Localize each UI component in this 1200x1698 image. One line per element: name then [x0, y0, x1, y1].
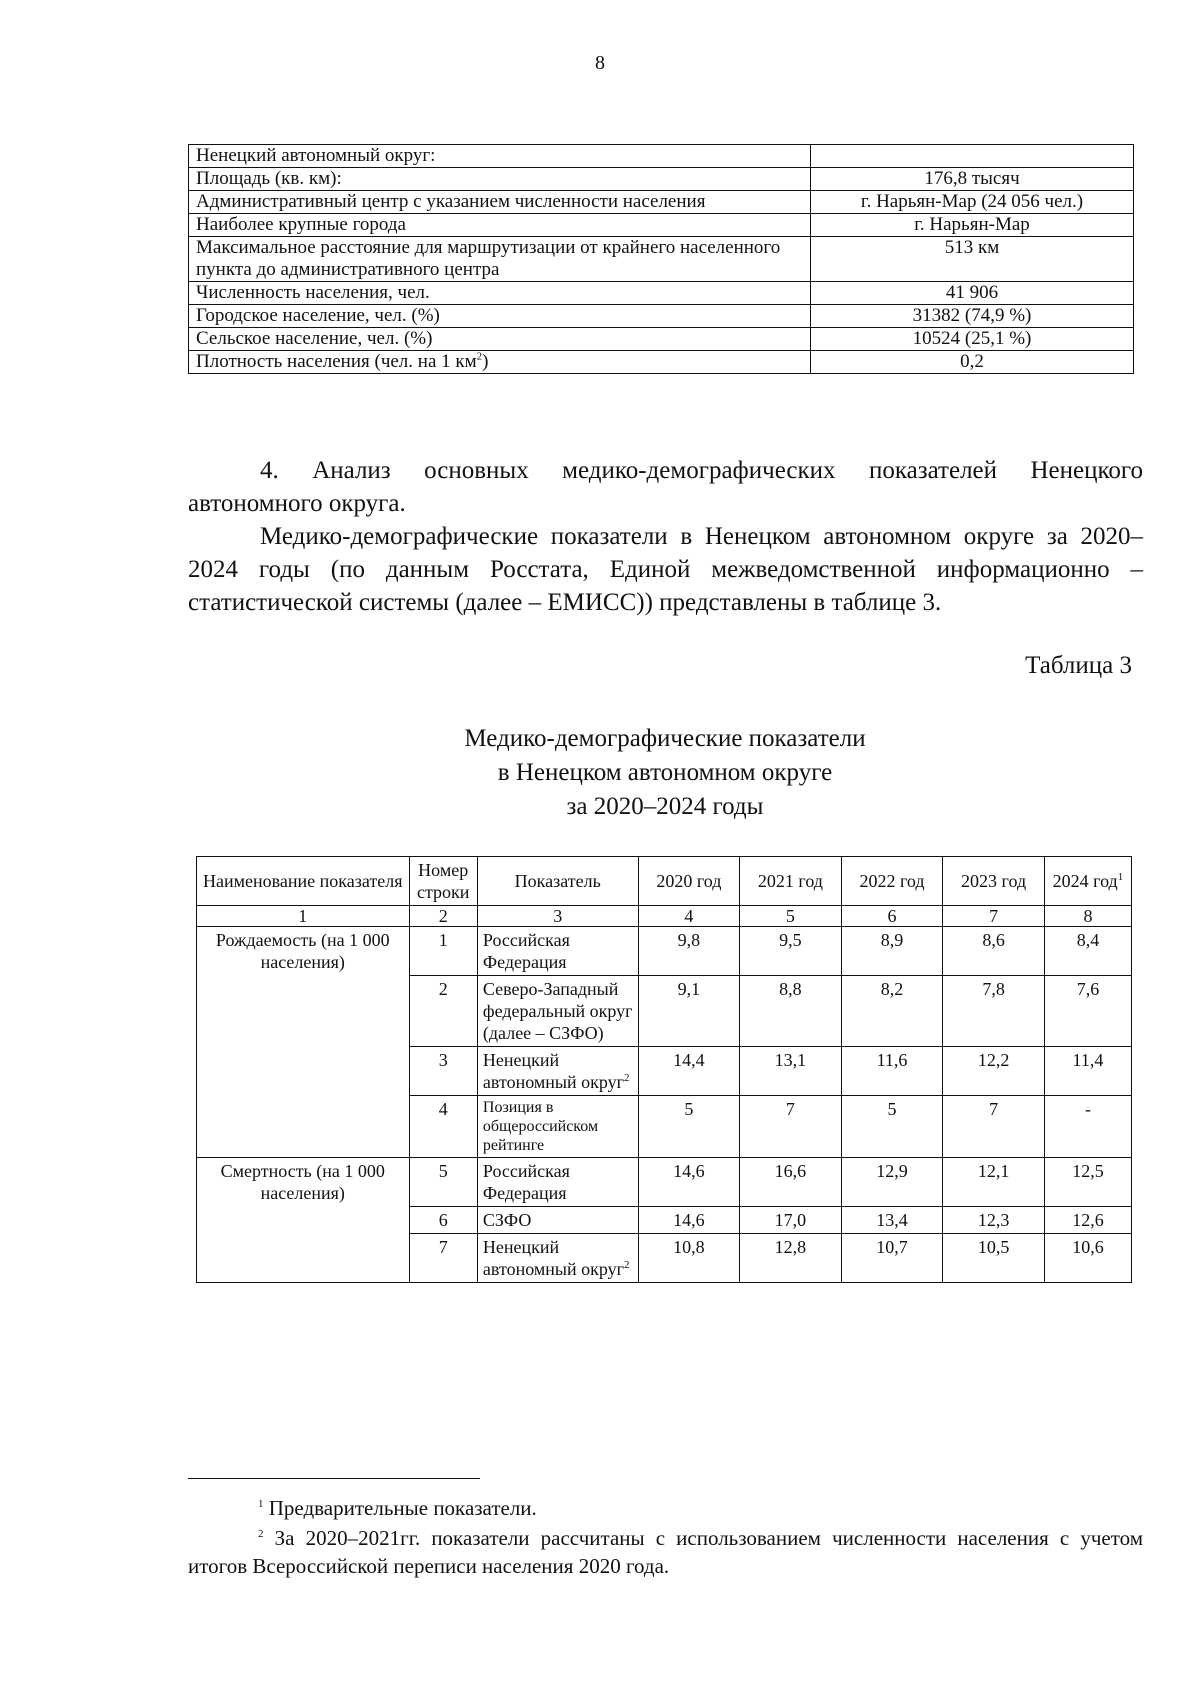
row-number: 4: [409, 1096, 477, 1158]
page-number: 8: [595, 52, 605, 74]
table-row: [189, 282, 1134, 305]
footnote-1: [188, 1494, 1143, 1522]
value-cell: 5: [841, 1096, 943, 1158]
indicator-cell: [477, 1047, 638, 1096]
row-number: 7: [409, 1234, 477, 1283]
table-title-line: Медико-демографические показатели: [464, 725, 866, 752]
info-label-text: Плотность населения (чел. на 1 км: [196, 351, 477, 372]
info-value: г. Нарьян-Мар (24 056 чел.): [811, 191, 1134, 214]
column-number: 2: [409, 906, 477, 927]
category-mortality-rate: Смертность (на 1 000 населения): [197, 1158, 410, 1283]
info-value: 10524 (25,1 %): [811, 328, 1134, 351]
indicator-cell: Северо-Западный федеральный округ (далее – СЗФО): [477, 976, 638, 1047]
value-cell: 11,6: [841, 1047, 943, 1096]
info-value: 176,8 тысяч: [811, 168, 1134, 191]
value-cell: 10,7: [841, 1234, 943, 1283]
superscript: 2: [624, 1259, 630, 1271]
info-label: Городское население, чел. (%): [189, 305, 811, 328]
table-row: [189, 305, 1134, 328]
value-cell: 7,8: [943, 976, 1045, 1047]
column-number: 5: [740, 906, 842, 927]
value-cell: 8,2: [841, 976, 943, 1047]
info-label: Административный центр с указанием численности населения: [189, 191, 811, 214]
column-number: 6: [841, 906, 943, 927]
value-cell: 8,6: [943, 927, 1045, 976]
column-number: 7: [943, 906, 1045, 927]
table-row: [189, 168, 1134, 191]
info-label-end: ): [482, 351, 489, 372]
value-cell: -: [1044, 1096, 1131, 1158]
value-cell: 16,6: [740, 1158, 842, 1207]
row-number: 5: [409, 1158, 477, 1207]
info-label: Ненецкий автономный округ:: [189, 145, 811, 168]
header-2020: 2020 год: [638, 857, 740, 906]
value-cell: 9,8: [638, 927, 740, 976]
info-value: [811, 145, 1134, 168]
value-cell: 13,4: [841, 1207, 943, 1234]
indicator-cell: Позиция в общероссийском рейтинге: [477, 1096, 638, 1158]
indicator-cell: СЗФО: [477, 1207, 638, 1234]
value-cell: 17,0: [740, 1207, 842, 1234]
category-birth-rate: Рождаемость (на 1 000 населения): [197, 927, 410, 1158]
table-title-line: за 2020–2024 годы: [566, 793, 764, 820]
value-cell: 12,1: [943, 1158, 1045, 1207]
value-cell: 8,8: [740, 976, 842, 1047]
value-cell: 10,8: [638, 1234, 740, 1283]
table-row: [189, 145, 1134, 168]
header-name: Наименование показателя: [197, 857, 410, 906]
value-cell: 10,5: [943, 1234, 1045, 1283]
value-cell: 9,5: [740, 927, 842, 976]
info-value: 0,2: [811, 351, 1134, 374]
header-2022: 2022 год: [841, 857, 943, 906]
value-cell: 7: [943, 1096, 1045, 1158]
value-cell: 12,5: [1044, 1158, 1131, 1207]
info-label: Максимальное расстояние для маршрутизации от крайнего населенного пункта до административного центра: [189, 237, 811, 282]
info-label: Сельское население, чел. (%): [189, 328, 811, 351]
section-heading: 4. Анализ основных медико-демографических показателей Ненецкого автономного округа.: [188, 457, 1143, 517]
row-number: 1: [409, 927, 477, 976]
row-number: 3: [409, 1047, 477, 1096]
value-cell: 7: [740, 1096, 842, 1158]
table-row: [189, 214, 1134, 237]
column-number: 4: [638, 906, 740, 927]
value-cell: 12,6: [1044, 1207, 1131, 1234]
header-row-num: Номер строки: [409, 857, 477, 906]
info-value: 41 906: [811, 282, 1134, 305]
value-cell: 12,2: [943, 1047, 1045, 1096]
column-number-row: [197, 906, 1132, 927]
info-value: г. Нарьян-Мар: [811, 214, 1134, 237]
section-paragraph: Медико-демографические показатели в Ненецком автономном округе за 2020–2024 годы (по данным Росстата, Единой межведомственной информационно – статистической системы (далее – ЕМИСС)) представлены в таблице 3.: [188, 523, 1143, 616]
info-label: Наиболее крупные города: [189, 214, 811, 237]
indicator-cell: [477, 1234, 638, 1283]
value-cell: 12,9: [841, 1158, 943, 1207]
indicator-cell: Российская Федерация: [477, 1158, 638, 1207]
superscript: 2: [624, 1072, 630, 1084]
header-indicator: Показатель: [477, 857, 638, 906]
header-2024: [1044, 857, 1131, 906]
footnote-text: Предварительные показатели.: [268, 1496, 537, 1520]
value-cell: 9,1: [638, 976, 740, 1047]
row-number: 6: [409, 1207, 477, 1234]
footnote-mark: 1: [258, 1498, 264, 1510]
table-row: [189, 328, 1134, 351]
info-label: Численность населения, чел.: [189, 282, 811, 305]
value-cell: 5: [638, 1096, 740, 1158]
header-row: [197, 857, 1132, 906]
value-cell: 12,3: [943, 1207, 1045, 1234]
column-number: 8: [1044, 906, 1131, 927]
footnote-mark: 2: [258, 1528, 264, 1540]
value-cell: 10,6: [1044, 1234, 1131, 1283]
row-number: 2: [409, 976, 477, 1047]
table-label: Таблица 3: [1025, 652, 1132, 679]
table-row: [189, 191, 1134, 214]
table-row: [197, 1158, 1132, 1207]
demographics-table: [196, 856, 1132, 1283]
value-cell: 14,6: [638, 1207, 740, 1234]
value-cell: 8,4: [1044, 927, 1131, 976]
table-title-line: в Ненецком автономном округе: [497, 759, 833, 786]
info-label: [189, 351, 811, 374]
table-row: [189, 351, 1134, 374]
footnote-text: За 2020–2021гг. показатели рассчитаны с использованием численности населения с учетом итогов Всероссийской переписи населения 2020 года.: [188, 1526, 1143, 1578]
header-2023: 2023 год: [943, 857, 1045, 906]
indicator-text: Ненецкий автономный округ: [482, 1050, 625, 1092]
region-info-table: [188, 144, 1134, 374]
table-row: [189, 237, 1134, 282]
indicator-cell: Российская Федерация: [477, 927, 638, 976]
table-title: [0, 722, 1200, 824]
value-cell: 8,9: [841, 927, 943, 976]
footnote-divider: [188, 1478, 480, 1479]
header-2024-text: 2024 год: [1052, 871, 1118, 891]
value-cell: 12,8: [740, 1234, 842, 1283]
value-cell: 11,4: [1044, 1047, 1131, 1096]
value-cell: 7,6: [1044, 976, 1131, 1047]
value-cell: 13,1: [740, 1047, 842, 1096]
column-number: 1: [197, 906, 410, 927]
superscript: 1: [1117, 871, 1124, 883]
value-cell: 14,4: [638, 1047, 740, 1096]
header-2021: 2021 год: [740, 857, 842, 906]
table-row: [197, 927, 1132, 976]
indicator-text: Ненецкий автономный округ: [482, 1237, 625, 1279]
info-label: Площадь (кв. км):: [189, 168, 811, 191]
value-cell: 14,6: [638, 1158, 740, 1207]
superscript: 2: [476, 350, 483, 363]
column-number: 3: [477, 906, 638, 927]
footnote-2: [188, 1524, 1143, 1580]
info-value: 31382 (74,9 %): [811, 305, 1134, 328]
info-value: 513 км: [811, 237, 1134, 282]
